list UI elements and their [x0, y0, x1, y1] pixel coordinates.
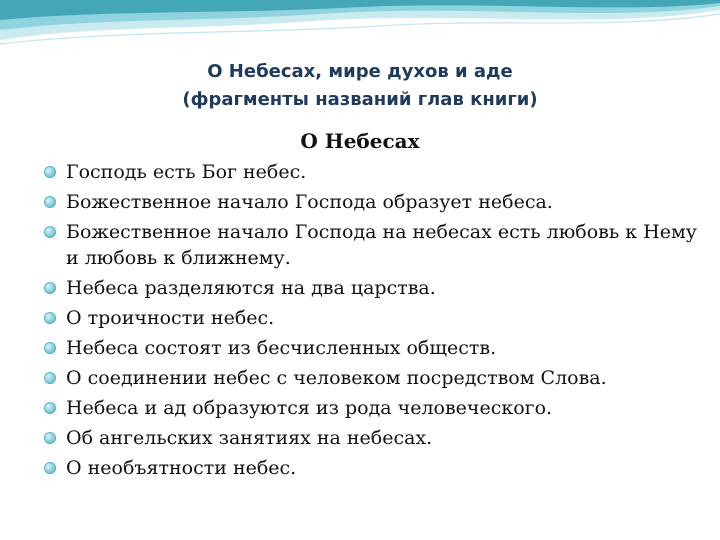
title-line-2: (фрагменты названий глав книги) — [182, 89, 538, 110]
bullet-icon — [44, 342, 56, 354]
decorative-wave-header — [0, 0, 720, 60]
slide-title — [0, 58, 720, 114]
list-item: Небеса состоят из бесчисленных обществ. — [44, 335, 704, 361]
list-item: Небеса и ад образуются из рода человеческого. — [44, 395, 704, 421]
list-item: Об ангельских занятиях на небесах. — [44, 425, 704, 451]
bullet-icon — [44, 226, 56, 238]
list-item: О соединении небес с человеком посредством Слова. — [44, 365, 704, 391]
bullet-icon — [44, 166, 56, 178]
bullet-icon — [44, 196, 56, 208]
list-item: Божественное начало Господа образует небеса. — [44, 189, 704, 215]
list-item: Господь есть Бог небес. — [44, 159, 704, 185]
chapter-list — [44, 159, 704, 485]
list-item: Божественное начало Господа на небесах есть любовь к Нему и любовь к ближнему. — [44, 219, 704, 271]
list-item: О необъятности небес. — [44, 455, 704, 481]
bullet-icon — [44, 462, 56, 474]
bullet-icon — [44, 402, 56, 414]
bullet-icon — [44, 432, 56, 444]
bullet-icon — [44, 282, 56, 294]
title-line-1: О Небесах, мире духов и аде — [207, 61, 513, 82]
section-heading: О Небесах — [300, 129, 420, 153]
list-item: О троичности небес. — [44, 305, 704, 331]
bullet-icon — [44, 372, 56, 384]
bullet-icon — [44, 312, 56, 324]
list-item: Небеса разделяются на два царства. — [44, 275, 704, 301]
